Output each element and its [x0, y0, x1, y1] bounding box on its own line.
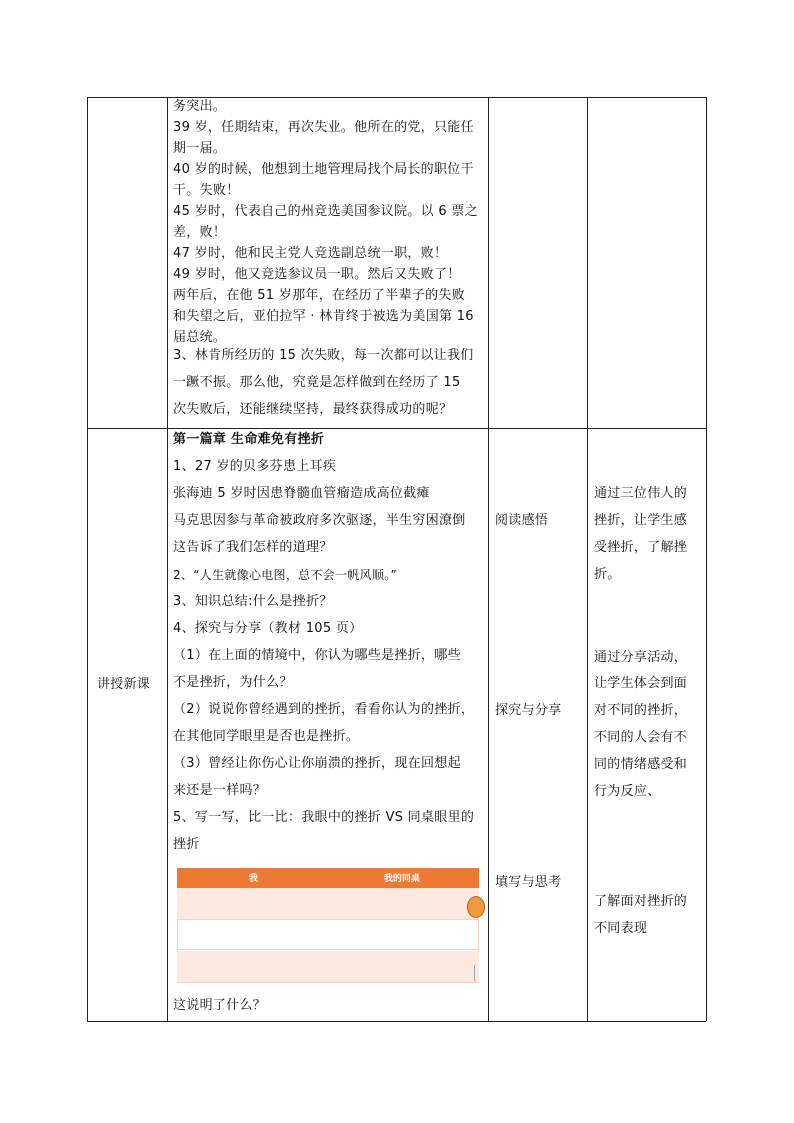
- activity-explore-share: 探究与分享: [495, 703, 562, 718]
- cartoon-decoration-icon: [474, 964, 479, 982]
- stage-label: 讲授新课: [97, 677, 151, 692]
- purpose-line: 不同表现: [594, 921, 648, 936]
- content-line: 39 岁，任期结束，再次失业。他所在的党，只能任: [173, 120, 474, 135]
- worksheet-col-me: 我: [249, 874, 259, 884]
- comparison-worksheet-table: [177, 868, 479, 982]
- activity-reading: 阅读感悟: [495, 513, 549, 528]
- content-line: 3、知识总结:什么是挫折？: [173, 594, 333, 609]
- purpose-line: 让学生体会到面: [594, 676, 688, 691]
- content-line: 挫折: [173, 837, 200, 852]
- content-line: 和失望之后，亚伯拉罕 · 林肯终于被选为美国第 16: [173, 309, 474, 324]
- cartoon-decoration-icon: [467, 896, 485, 918]
- table-row-divider: [87, 428, 706, 429]
- table-col-divider-2: [488, 97, 489, 1021]
- purpose-line: 不同的人会有不: [594, 730, 688, 745]
- content-line: 2、“人生就像心电图，总不会一帆风顺。”: [173, 568, 398, 582]
- content-line: 40 岁的时候，他想到土地管理局找个局长的职位干: [173, 162, 474, 177]
- purpose-line: 对不同的挫折，: [594, 703, 688, 718]
- content-line: 这告诉了我们怎样的道理？: [173, 540, 333, 555]
- closing-question: 这说明了什么？: [173, 998, 267, 1013]
- purpose-line: 挫折，让学生感: [594, 513, 688, 528]
- content-line: 5、写一写，比一比：我眼中的挫折 VS 同桌眼里的: [173, 810, 475, 825]
- table-col-divider-1: [167, 97, 168, 1021]
- content-line: 张海迪 5 岁时因患脊髓血管瘤造成高位截瘫: [173, 486, 430, 501]
- table-border-bottom: [87, 1021, 706, 1022]
- content-line: 马克思因参与革命被政府多次驱逐，半生穷困潦倒: [173, 513, 466, 528]
- content-line: 45 岁时，代表自己的州竞选美国参议院。以 6 票之: [173, 204, 479, 219]
- worksheet-row: [177, 951, 479, 983]
- content-line: 49 岁时，他又竞选参议员一职。然后又失败了！: [173, 267, 461, 282]
- worksheet-header: [177, 868, 479, 888]
- content-line: 4、探究与分享（教材 105 页）: [173, 621, 363, 636]
- purpose-line: 同的情绪感受和: [594, 757, 688, 772]
- purpose-line: 行为反应、: [594, 784, 661, 799]
- worksheet-col-deskmate: 我的同桌: [384, 874, 421, 884]
- content-line: 一蹶不振。那么他，究竟是怎样做到在经历了 15: [173, 375, 461, 390]
- section-heading: 第一篇章 生命难免有挫折: [173, 432, 325, 447]
- worksheet-row: [177, 888, 479, 920]
- content-line: （3）曾经让你伤心让你崩溃的挫折，现在回想起: [173, 756, 461, 771]
- table-col-divider-3: [587, 97, 588, 1021]
- purpose-line: 折。: [594, 567, 621, 582]
- content-line: 47 岁时，他和民主党人竞选副总统一职，败！: [173, 246, 448, 261]
- content-line: 1、27 岁的贝多芬患上耳疾: [173, 459, 337, 474]
- content-line: 在其他同学眼里是否也是挫折。: [173, 729, 360, 744]
- table-border-right: [706, 97, 707, 1021]
- content-line: 期一届。: [173, 141, 227, 156]
- content-line: 不是挫折，为什么？: [173, 675, 293, 690]
- content-line: 3、林肯所经历的 15 次失败，每一次都可以让我们: [173, 348, 474, 363]
- content-line: 两年后，在他 51 岁那年，在经历了半辈子的失败: [173, 288, 466, 303]
- content-line: （1）在上面的情境中，你认为哪些是挫折，哪些: [173, 648, 461, 663]
- activity-write-think: 填写与思考: [495, 875, 562, 890]
- content-line: （2）说说你曾经遇到的挫折，看看你认为的挫折，: [173, 702, 475, 717]
- content-line: 届总统。: [173, 330, 227, 345]
- purpose-line: 通过三位伟人的: [594, 486, 688, 501]
- content-line: 务突出。: [173, 99, 227, 114]
- content-line: 干。失败！: [173, 183, 240, 198]
- worksheet-row: [177, 920, 479, 950]
- content-line: 差，败！: [173, 225, 227, 240]
- content-line: 来还是一样吗？: [173, 783, 267, 798]
- table-border-left: [87, 97, 88, 1021]
- content-line: 次失败后，还能继续坚持，最终获得成功的呢？: [173, 402, 453, 417]
- purpose-line: 通过分享活动，: [594, 650, 688, 665]
- purpose-line: 了解面对挫折的: [594, 894, 688, 909]
- purpose-line: 受挫折，了解挫: [594, 540, 688, 555]
